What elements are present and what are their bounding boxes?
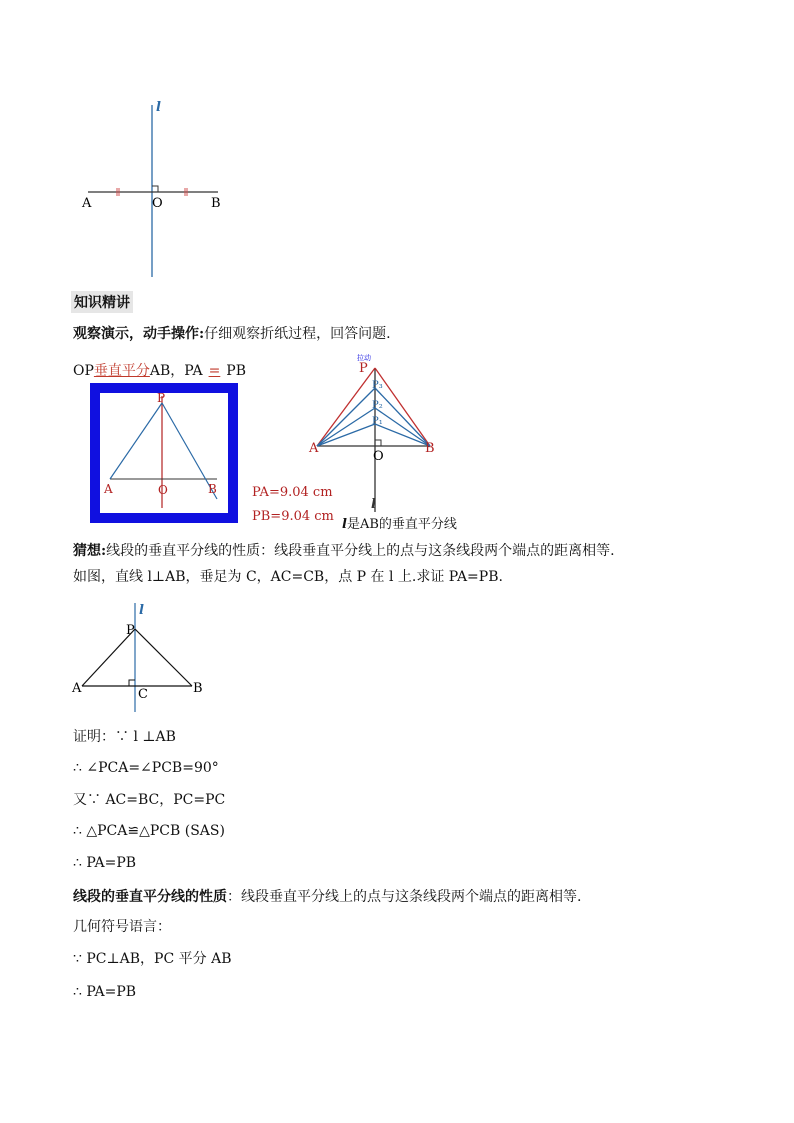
label-c: C	[138, 687, 148, 702]
observe-text: 仔细观察折纸过程，回答问题.	[204, 326, 391, 342]
proof-line-3: 又∵ AC=BC，PC=PC	[73, 792, 226, 808]
label-o: O	[152, 196, 163, 211]
property-line	[73, 888, 581, 906]
problem-statement: 如图，直线 l⊥AB，垂足为 C，AC=CB，点 P 在 l 上.求证 PA=PB.	[73, 569, 503, 585]
label-a: A	[309, 441, 319, 456]
conjecture-text: 线段的垂直平分线的性质：线段垂直平分线上的点与这条线段两个端点的距离相等.	[106, 543, 615, 559]
proof-line-4: ∴ △PCA≌△PCB (SAS)	[73, 823, 225, 839]
label-b: B	[193, 681, 203, 696]
label-o: O	[158, 483, 168, 497]
fill-prefix: OP	[73, 363, 94, 379]
label-p: P	[359, 361, 368, 376]
label-a: A	[104, 482, 113, 496]
label-a: A	[82, 196, 92, 211]
fill-blank-2: =	[208, 363, 221, 379]
property-text: ：线段垂直平分线上的点与这条线段两个端点的距离相等.	[227, 889, 582, 905]
fill-middle: AB，PA	[149, 363, 203, 379]
symbol-title: 几何符号语言：	[73, 919, 171, 935]
section-title: 知识精讲	[71, 291, 133, 313]
side-pa	[110, 403, 162, 479]
label-l: l	[156, 100, 161, 115]
caption-text: 是AB的垂直平分线	[346, 517, 457, 532]
side-p3a	[317, 388, 375, 446]
right-angle-mark	[152, 186, 158, 192]
fill-suffix: PB	[226, 363, 247, 379]
right-angle-mark	[129, 680, 135, 686]
side-pa	[317, 368, 375, 446]
conjecture-head: 猜想:	[73, 543, 107, 559]
caption-l: l	[342, 517, 347, 532]
conjecture-line	[73, 542, 615, 560]
figure-proof-triangle	[70, 598, 210, 716]
proof-line-5: ∴ PA=PB	[73, 855, 137, 871]
label-a: A	[72, 681, 82, 696]
label-p: P	[157, 391, 166, 405]
side-p3b	[375, 388, 430, 446]
drag-label: 拉动	[357, 354, 371, 362]
label-o: O	[373, 449, 384, 464]
label-b: B	[208, 482, 217, 496]
symbol-line-1: ∵ PC⊥AB，PC 平分 AB	[73, 951, 232, 967]
fill-blank-1: 垂直平分	[93, 363, 150, 379]
symbol-line-2: ∴ PA=PB	[73, 984, 137, 1000]
label-l: l	[139, 603, 144, 618]
side-pb	[135, 629, 192, 686]
observe-line	[73, 325, 391, 343]
measure-pa: PA=9.04 cm	[252, 485, 333, 500]
figure-dragging-point	[305, 350, 455, 515]
label-l: l	[371, 497, 376, 512]
label-p2: P₂	[372, 400, 383, 411]
property-head: 线段的垂直平分线的性质	[73, 889, 227, 905]
label-b: B	[425, 441, 435, 456]
fill-line	[73, 362, 246, 380]
right-angle-mark	[375, 440, 381, 446]
measure-pb: PB=9.04 cm	[252, 509, 334, 524]
observe-head: 观察演示，动手操作:	[73, 326, 205, 342]
label-p3: P₃	[372, 380, 383, 391]
figure-perpendicular-bisector	[70, 95, 240, 280]
label-p1: P₁	[372, 416, 383, 427]
proof-line-1: 证明：∵ l ⊥AB	[73, 729, 176, 745]
figure3-caption	[342, 516, 457, 534]
label-p: P	[126, 623, 135, 638]
figure-folding-paper	[90, 383, 240, 525]
proof-line-2: ∴ ∠PCA=∠PCB=90°	[73, 760, 219, 776]
label-b: B	[211, 196, 221, 211]
